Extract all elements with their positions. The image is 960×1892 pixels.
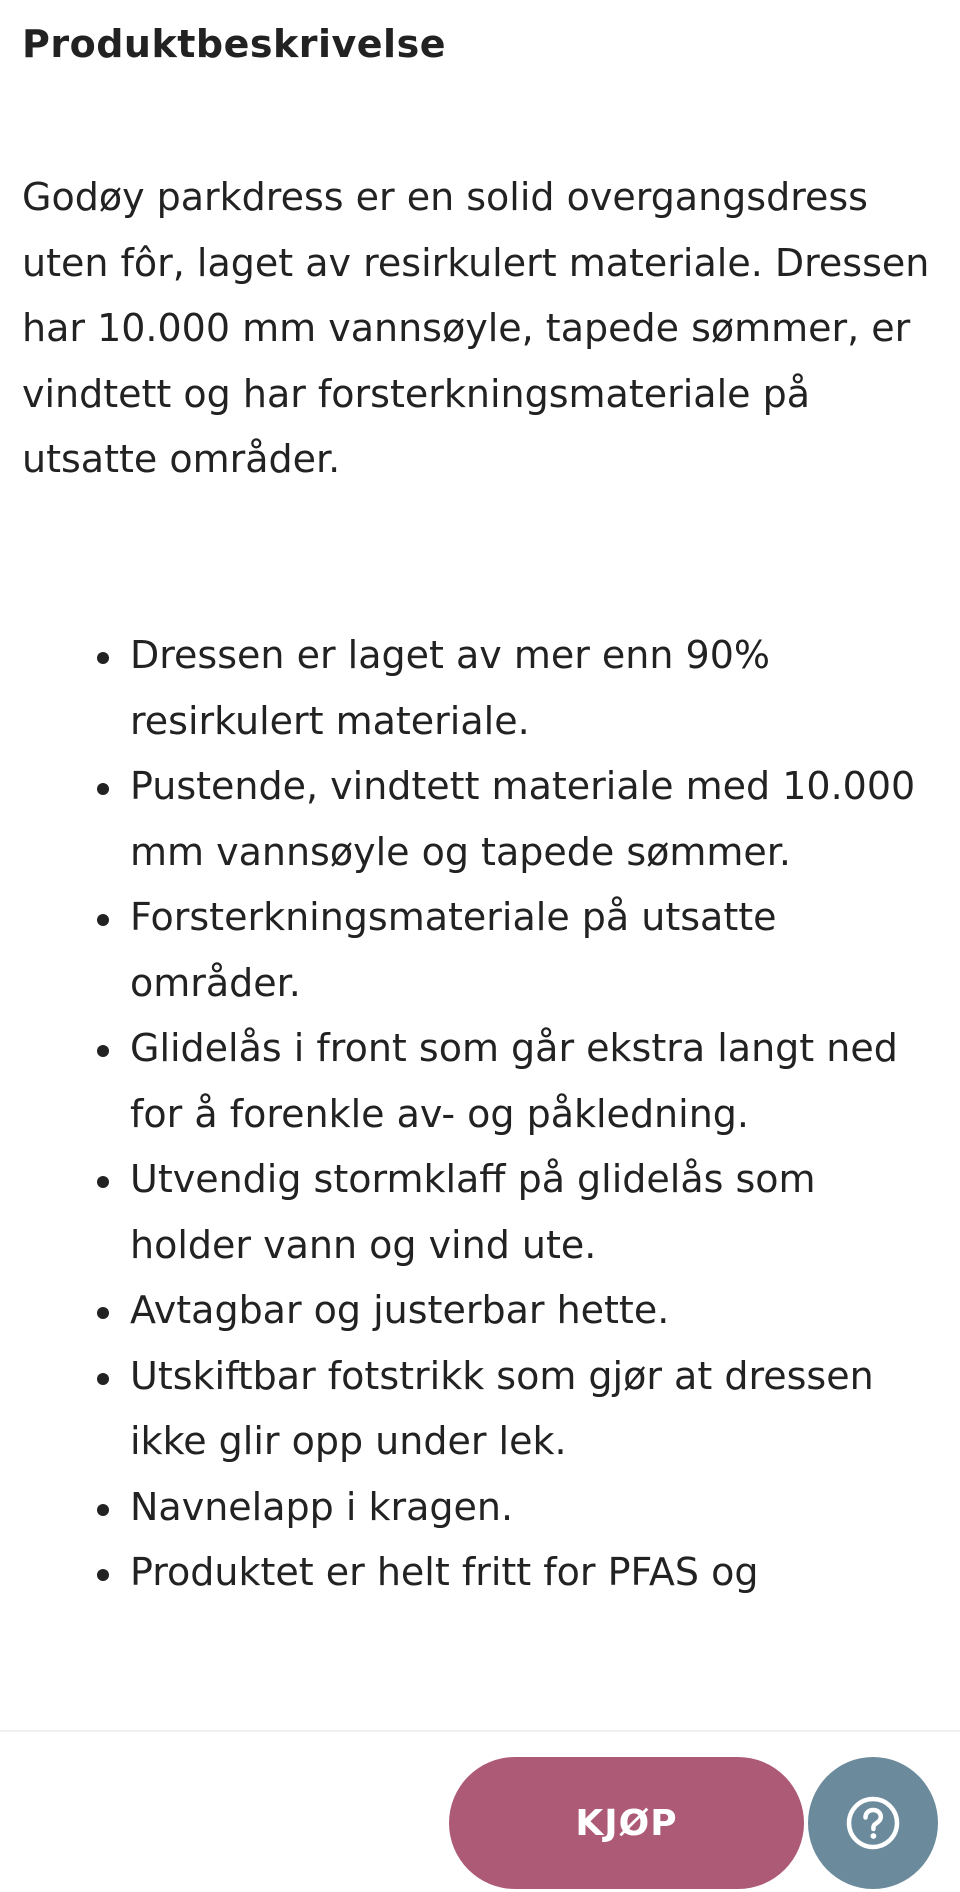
bullet-icon [97,914,109,926]
question-circle-icon [845,1795,901,1851]
feature-text: Glidelås i front som går ekstra langt ned for å forenkle av- og påkledning. [130,1026,898,1136]
help-button[interactable] [808,1757,938,1889]
bullet-icon [97,1307,109,1319]
feature-text: Pustende, vindtett materiale med 10.000 mm vannsøyle og tapede sømmer. [130,764,916,874]
bullet-icon [97,1045,109,1057]
feature-item [130,754,930,885]
bullet-icon [97,1569,109,1581]
bullet-icon [97,1504,109,1516]
feature-item [130,1016,930,1147]
bullet-icon [97,1373,109,1385]
feature-text: Dressen er laget av mer enn 90% resirkulert materiale. [130,633,771,743]
bullet-icon [97,652,109,664]
feature-item [130,885,930,1016]
bullet-icon [97,783,109,795]
feature-text: Produktet er helt fritt for PFAS og [130,1550,759,1594]
bullet-icon [97,1176,109,1188]
feature-list [0,623,930,1606]
feature-text: Utvendig stormklaff på glidelås som holder vann og vind ute. [130,1157,816,1267]
feature-text: Navnelapp i kragen. [130,1484,514,1529]
feature-item [130,1344,930,1475]
description-intro: Godøy parkdress er en solid overgangsdress uten fôr, laget av resirkulert materiale. Dressen har 10.000 mm vannsøyle, tapede sømmer, er vindtett og har forsterkningsmateriale på utsatte områder. [22,175,930,481]
buy-button[interactable]: KJØP [449,1757,804,1889]
feature-item [130,1147,930,1278]
feature-text: Forsterkningsmateriale på utsatte områder. [130,895,777,1005]
section-title: Produktbeskrivelse [22,22,446,66]
feature-item [130,1540,930,1606]
feature-item [130,623,930,754]
feature-item [130,1475,930,1541]
sticky-bottom-bar [0,1730,960,1892]
feature-text: Utskiftbar fotstrikk som gjør at dressen ikke glir opp under lek. [130,1353,874,1463]
feature-item [130,1278,930,1344]
feature-text: Avtagbar og justerbar hette. [130,1288,670,1332]
